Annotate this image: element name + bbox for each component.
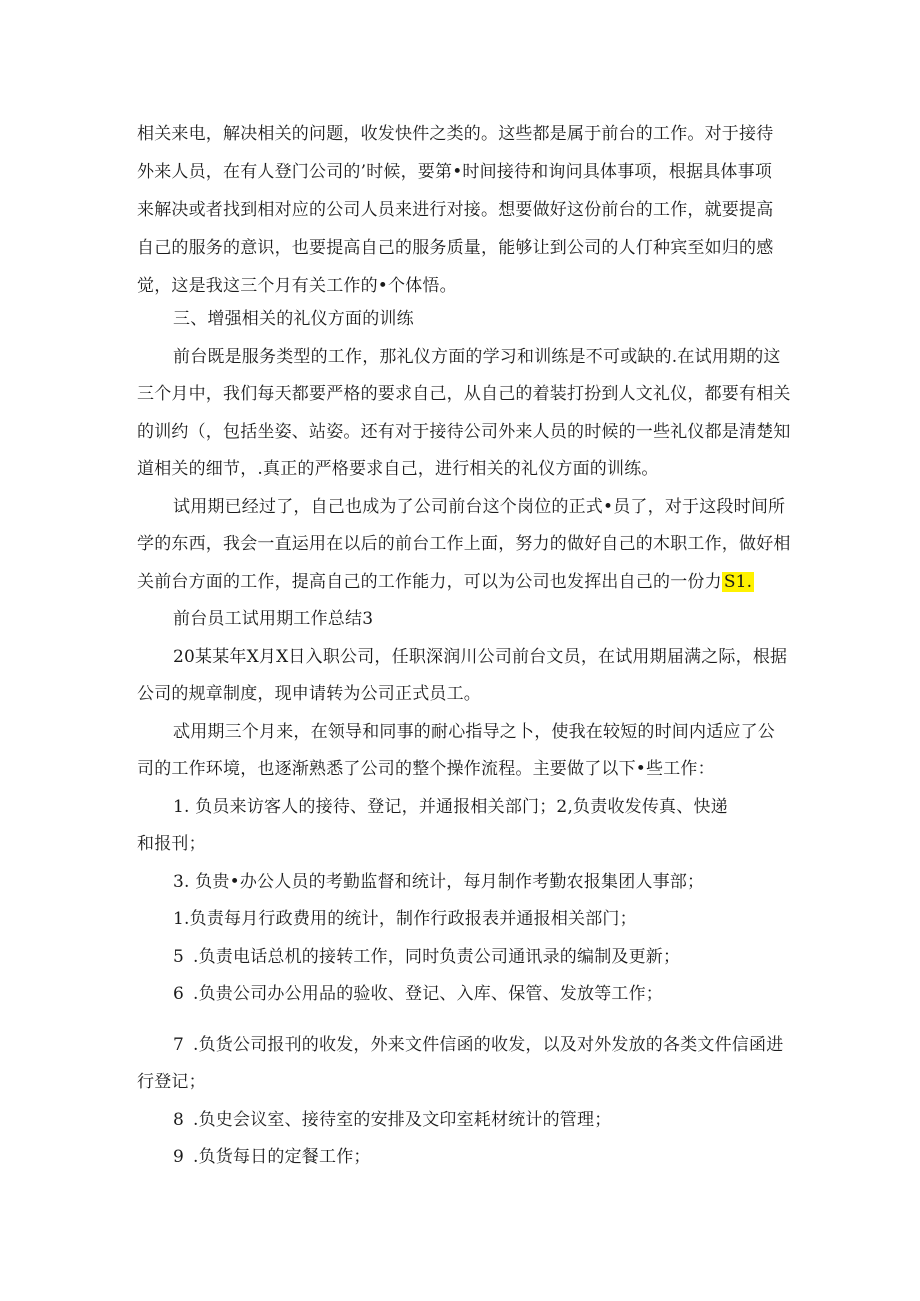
- section-title: 前台员工试用期工作总结3: [173, 609, 374, 629]
- paragraph-line: 相关来电，解决相关的问题，收发快件之类的。这些都是属于前台的工作。对于接待: [137, 124, 774, 144]
- list-item: .负史会议室、接待室的安排及文印室耗材统计的管理；: [193, 1110, 612, 1130]
- list-item-number: 9: [173, 1147, 185, 1167]
- list-item: .负货公司报刊的收发，外来文件信函的收发，以及对外发放的各类文件信函进: [193, 1035, 784, 1055]
- list-item-number: 8: [173, 1110, 185, 1130]
- highlighted-text: S1.: [723, 572, 753, 592]
- paragraph-line: 的训约（，包括坐姿、站姿。还有对于接待公司外来人员的时候的一些礼仪都是清楚知: [137, 422, 791, 442]
- paragraph-line: 来解决或者找到相对应的公司人员来进行对接。想要做好这份前台的工作，就要提高: [137, 200, 774, 220]
- paragraph-line: 外来人员，在有人登门公司的’时候，要第•时间接待和询问具体事项，根据具体事项: [137, 162, 773, 182]
- list-item: 3. 负贵•办公人员的考勤监督和统计，每月制作考勤农报集团人事部；: [173, 872, 705, 892]
- paragraph-line: 公司的规章制度，现申请转为公司正式员工。: [137, 684, 481, 704]
- list-item-number: 6: [173, 984, 185, 1004]
- list-item-continuation: 行登记；: [137, 1072, 206, 1092]
- list-item-continuation: 和报刊；: [137, 834, 206, 854]
- paragraph-line: 自己的服务的意识，也要提高自己的服务质量，能够让到公司的人仃种宾至如归的感: [137, 238, 774, 258]
- list-item-number: 5: [173, 947, 185, 967]
- paragraph-line: [137, 572, 754, 592]
- list-item: .负责电话总机的接转工作，同时负责公司通讯录的编制及更新；: [193, 947, 681, 967]
- paragraph-line: 前台既是服务类型的工作，那礼仪方面的学习和训练是不可或缺的.在试用期的这: [173, 347, 781, 367]
- paragraph-line: 20某某年X月X日入职公司，任职深润川公司前台文员，在试用期届满之际，根据: [173, 647, 788, 667]
- paragraph-line: 学的东西，我会一直运用在以后的前台工作上面，努力的做好自己的木职工作，做好相: [137, 534, 791, 554]
- list-item: 1.负责每月行政费用的统计，制作行政报表并通报相关部门；: [173, 909, 637, 929]
- list-item: 1. 负员来访客人的接待、登记，并通报相关部门；2,负责收发传真、快递: [173, 797, 728, 817]
- list-item: .负货每日的定餐工作；: [193, 1147, 371, 1167]
- paragraph-line: 三个月中，我们每天都要严格的要求自己，从自己的着装打扮到人文礼仪，都要有相关: [137, 384, 791, 404]
- paragraph-line: 忒用期三个月来，在领导和同事的耐心指导之卜，使我在较短的时间内适应了公: [173, 722, 775, 742]
- paragraph-line: 觉，这是我这三个月有关工作的•个体悟。: [137, 276, 457, 296]
- paragraph-text: 关前台方面的工作，提高自己的工作能力，可以为公司也发挥出自己的一份力: [137, 572, 722, 592]
- paragraph-line: 道相关的细节，.真正的严格要求自己，进行相关的礼仪方面的训练。: [137, 459, 659, 479]
- paragraph-line: 司的工作环境，也逐渐熟悉了公司的整个操作流程。主要做了以下•些工作：: [137, 759, 715, 779]
- list-item: .负贵公司办公用品的验收、登记、入库、保管、发放等工作；: [193, 984, 664, 1004]
- list-item-number: 7: [173, 1035, 185, 1055]
- paragraph-line: 试用期已经过了，自己也成为了公司前台这个岗位的正式•员了，对于这段时间所: [173, 497, 786, 517]
- section-heading: 三、增强相关的礼仪方面的训练: [173, 309, 414, 329]
